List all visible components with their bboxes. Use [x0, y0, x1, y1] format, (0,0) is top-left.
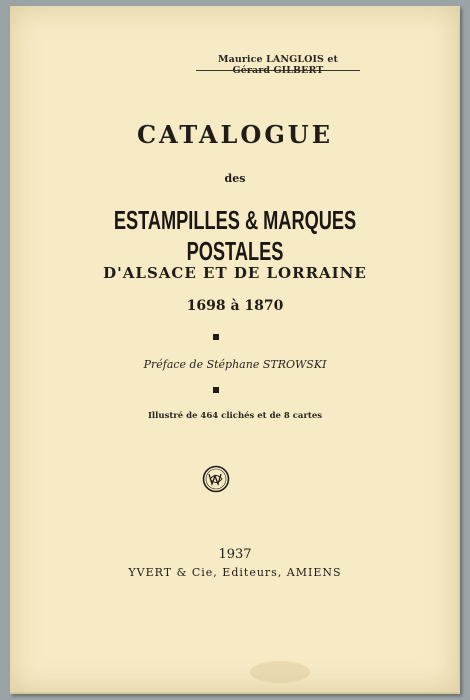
subtitle: D'ALSACE ET DE LORRAINE: [103, 264, 367, 282]
paper-stain: [250, 661, 310, 683]
ornament-square-bottom: [213, 387, 219, 393]
publisher-line: YVERT & Cie, Editeurs, AMIENS: [128, 566, 342, 579]
ornament-square-top: [213, 334, 219, 340]
preface-line: Préface de Stéphane STROWSKI: [143, 358, 327, 371]
title-top: CATALOGUE: [136, 120, 334, 149]
publication-year: 1937: [218, 547, 252, 562]
illustration-note: Illustré de 464 clichés et de 8 cartes: [147, 411, 323, 421]
title-connector: des: [224, 172, 246, 185]
date-range: 1698 à 1870: [186, 298, 284, 314]
author-underline: [196, 70, 360, 71]
author-line: Maurice LANGLOIS et: [217, 54, 339, 65]
book-cover: [10, 6, 460, 694]
main-title: ESTAMPILLES & MARQUES POSTALES: [113, 205, 357, 266]
publisher-monogram-icon: [202, 465, 230, 493]
